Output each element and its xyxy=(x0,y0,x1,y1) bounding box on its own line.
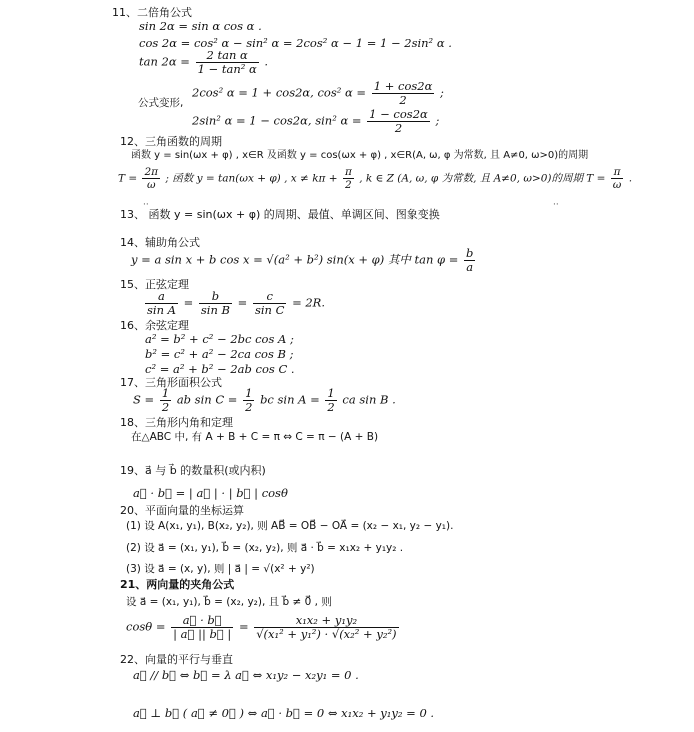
s15-c-num: c xyxy=(253,290,286,304)
s12-t2-den: ω xyxy=(612,179,622,192)
s12-t2-num: π xyxy=(611,166,624,179)
s11-tan-lhs: tan 2α = xyxy=(139,54,190,69)
s11-t2-lhs: 2sin² α = 1 − cos2α, sin² α = xyxy=(192,113,362,128)
s12-pi-den: 2 xyxy=(345,179,352,192)
s12-line2 xyxy=(118,166,632,191)
s11-tan-frac xyxy=(196,49,259,76)
s12-t1-num: 2π xyxy=(144,166,159,178)
s17-p1: ab sin C = xyxy=(176,392,238,407)
s14-den: a xyxy=(466,260,474,275)
s21-eq: = xyxy=(238,619,249,634)
s21-line1: 设 a⃗ = (x₁, y₁), b⃗ = (x₂, y₂), 且 b⃗ ≠ 0⃗ , 则 xyxy=(126,596,332,608)
s16-line2: b² = c² + a² − 2ca cos B ; xyxy=(145,347,294,361)
s17-formula xyxy=(133,387,396,414)
s11-t1-den: 2 xyxy=(399,93,407,108)
s11-t1-frac xyxy=(372,80,435,107)
s11-tan2a xyxy=(139,49,268,76)
s11-sin-transform xyxy=(192,108,439,135)
s15-a-frac xyxy=(145,290,178,317)
s11-t1-lhs: 2cos² α = 1 + cos2α, cos² α = xyxy=(192,85,367,100)
s15-b-den: sin B xyxy=(200,303,230,318)
s22-line1: a⃗ // b⃗ ⇔ b⃗ = λ a⃗ ⇔ x₁y₂ − x₂y₁ = 0 . xyxy=(133,668,359,682)
dot-mark-1: ·· xyxy=(143,200,149,210)
s11-tan-num: 2 tan α xyxy=(196,49,259,63)
s15-eq2: = xyxy=(237,295,248,310)
heading-18: 18、三角形内角和定理 xyxy=(120,416,233,429)
s17-p3: ca sin B . xyxy=(342,392,396,407)
s11-t2-den: 2 xyxy=(394,121,403,136)
s21-frac2 xyxy=(254,614,398,641)
s15-c-den: sin C xyxy=(254,303,285,318)
s17-lhs: S = xyxy=(133,392,155,407)
s20-line2: (2) 设 a⃗ = (x₁, y₁), b⃗ = (x₂, y₂), 则 a⃗ · b⃗ = x₁x₂ + y₁y₂ . xyxy=(126,542,404,554)
s15-end: = 2R. xyxy=(292,295,325,310)
heading-16: 16、余弦定理 xyxy=(120,319,189,332)
s21-d1: | a⃗ || b⃗ | xyxy=(173,627,232,642)
s11-t2-num: 1 − cos2α xyxy=(369,107,428,121)
s11-t1-end: ; xyxy=(440,85,444,100)
s16-line1: a² = b² + c² − 2bc cos A ; xyxy=(145,332,294,346)
heading-15: 15、正弦定理 xyxy=(120,278,189,291)
heading-13: 13、 函数 y = sin(ωx + φ) 的周期、最值、单调区间、图象变换 xyxy=(120,208,440,221)
s12-line1: 函数 y = sin(ωx + φ) , x∈R 及函数 y = cos(ωx + φ) , x∈R(A, ω, φ 为常数, 且 A≠0, ω>0)的周期 xyxy=(131,150,589,161)
s11-cos2a: cos 2α = cos² α − sin² α = 2cos² α − 1 = 1 − 2sin² α . xyxy=(139,36,452,50)
heading-21: 21、两向量的夹角公式 xyxy=(120,578,235,591)
s14-formula xyxy=(131,247,477,274)
heading-19: 19、a⃗ 与 b⃗ 的数量积(或内积) xyxy=(120,464,266,477)
s21-d2: √(x₁² + y₁²) · √(x₂² + y₂²) xyxy=(256,627,397,642)
s19-line: a⃗ · b⃗ = | a⃗ | · | b⃗ | cosθ xyxy=(133,486,288,500)
s11-t1-num: 1 + cos2α xyxy=(373,79,433,93)
s12-pi-num: π xyxy=(344,166,352,178)
heading-22: 22、向量的平行与垂直 xyxy=(120,653,233,666)
s12-mid2: , k ∈ Z (A, ω, φ 为常数, 且 A≠0, ω>0)的周期 T = xyxy=(359,172,606,185)
heading-17: 17、三角形面积公式 xyxy=(120,376,222,389)
s17-half-2 xyxy=(243,387,254,414)
dot-mark-2: ·· xyxy=(553,200,559,210)
s22-line2: a⃗ ⊥ b⃗ ( a⃗ ≠ 0⃗ ) ⇔ a⃗ · b⃗ = 0 ⇔ x₁x₂ + y₁y₂ = 0 . xyxy=(133,706,435,720)
s16-line3: c² = a² + b² − 2ab cos C . xyxy=(145,362,295,376)
heading-11: 11、二倍角公式 xyxy=(112,6,192,19)
s15-b-frac xyxy=(199,290,232,317)
heading-14: 14、辅助角公式 xyxy=(120,236,200,249)
s17-half-1 xyxy=(160,387,171,414)
s17-half-3 xyxy=(325,387,336,414)
s11-t2-frac xyxy=(367,108,430,135)
s17-half-1-den: 2 xyxy=(161,400,170,415)
s12-pi-frac xyxy=(343,166,354,191)
s11-tan-end: . xyxy=(264,54,269,69)
s21-formula xyxy=(126,614,401,641)
heading-20: 20、平面向量的坐标运算 xyxy=(120,504,244,517)
s20-line3: (3) 设 a⃗ = (x, y), 则 | a⃗ | = √(x² + y²) xyxy=(126,563,315,575)
s20-line1: (1) 设 A(x₁, y₁), B(x₂, y₂), 则 AB⃗ = OB⃗ − OA⃗ = (x₂ − x₁, y₂ − y₁). xyxy=(126,520,454,532)
s15-c-frac xyxy=(253,290,286,317)
s15-a-den: sin A xyxy=(147,303,176,318)
s21-lhs: cosθ = xyxy=(126,619,166,634)
s14-frac xyxy=(464,247,475,274)
s11-sin2a: sin 2α = sin α cos α . xyxy=(139,19,262,33)
s21-n2: x₁x₂ + y₁y₂ xyxy=(254,614,398,628)
s21-n1: a⃗ · b⃗ xyxy=(171,614,233,628)
s17-half-2-num: 1 xyxy=(245,386,253,400)
s17-half-3-den: 2 xyxy=(327,400,335,415)
s18-line: 在△ABC 中, 有 A + B + C = π ⇔ C = π − (A + B) xyxy=(131,431,379,443)
s15-a-num: a xyxy=(145,290,178,304)
s12-t1-frac xyxy=(142,166,160,191)
s21-frac1 xyxy=(171,614,233,641)
s12-mid: ; 函数 y = tan(ωx + φ) , x ≠ kπ + xyxy=(165,172,338,185)
s17-half-2-den: 2 xyxy=(245,400,253,415)
s12-t1-lhs: T = xyxy=(118,172,138,185)
s12-t1-den: ω xyxy=(147,179,156,192)
s11-transform-label: 公式变形, xyxy=(138,97,184,109)
s11-t2-end: ; xyxy=(435,113,440,128)
s12-t2-frac xyxy=(611,166,624,191)
s15-eq1: = xyxy=(183,295,194,310)
s12-end: . xyxy=(628,172,633,185)
s14-num: b xyxy=(466,246,474,260)
s15-formula xyxy=(143,290,325,317)
heading-12: 12、三角函数的周期 xyxy=(120,135,222,148)
s11-cos-transform xyxy=(192,80,444,107)
s11-tan-den: 1 − tan² α xyxy=(197,62,257,77)
s14-lhs: y = a sin x + b cos x = √(a² + b²) sin(x + φ) 其中 tan φ = xyxy=(131,252,459,267)
s17-half-1-num: 1 xyxy=(161,386,170,400)
s17-p2: bc sin A = xyxy=(260,392,320,407)
s17-half-3-num: 1 xyxy=(327,386,335,400)
s15-b-num: b xyxy=(199,290,232,304)
